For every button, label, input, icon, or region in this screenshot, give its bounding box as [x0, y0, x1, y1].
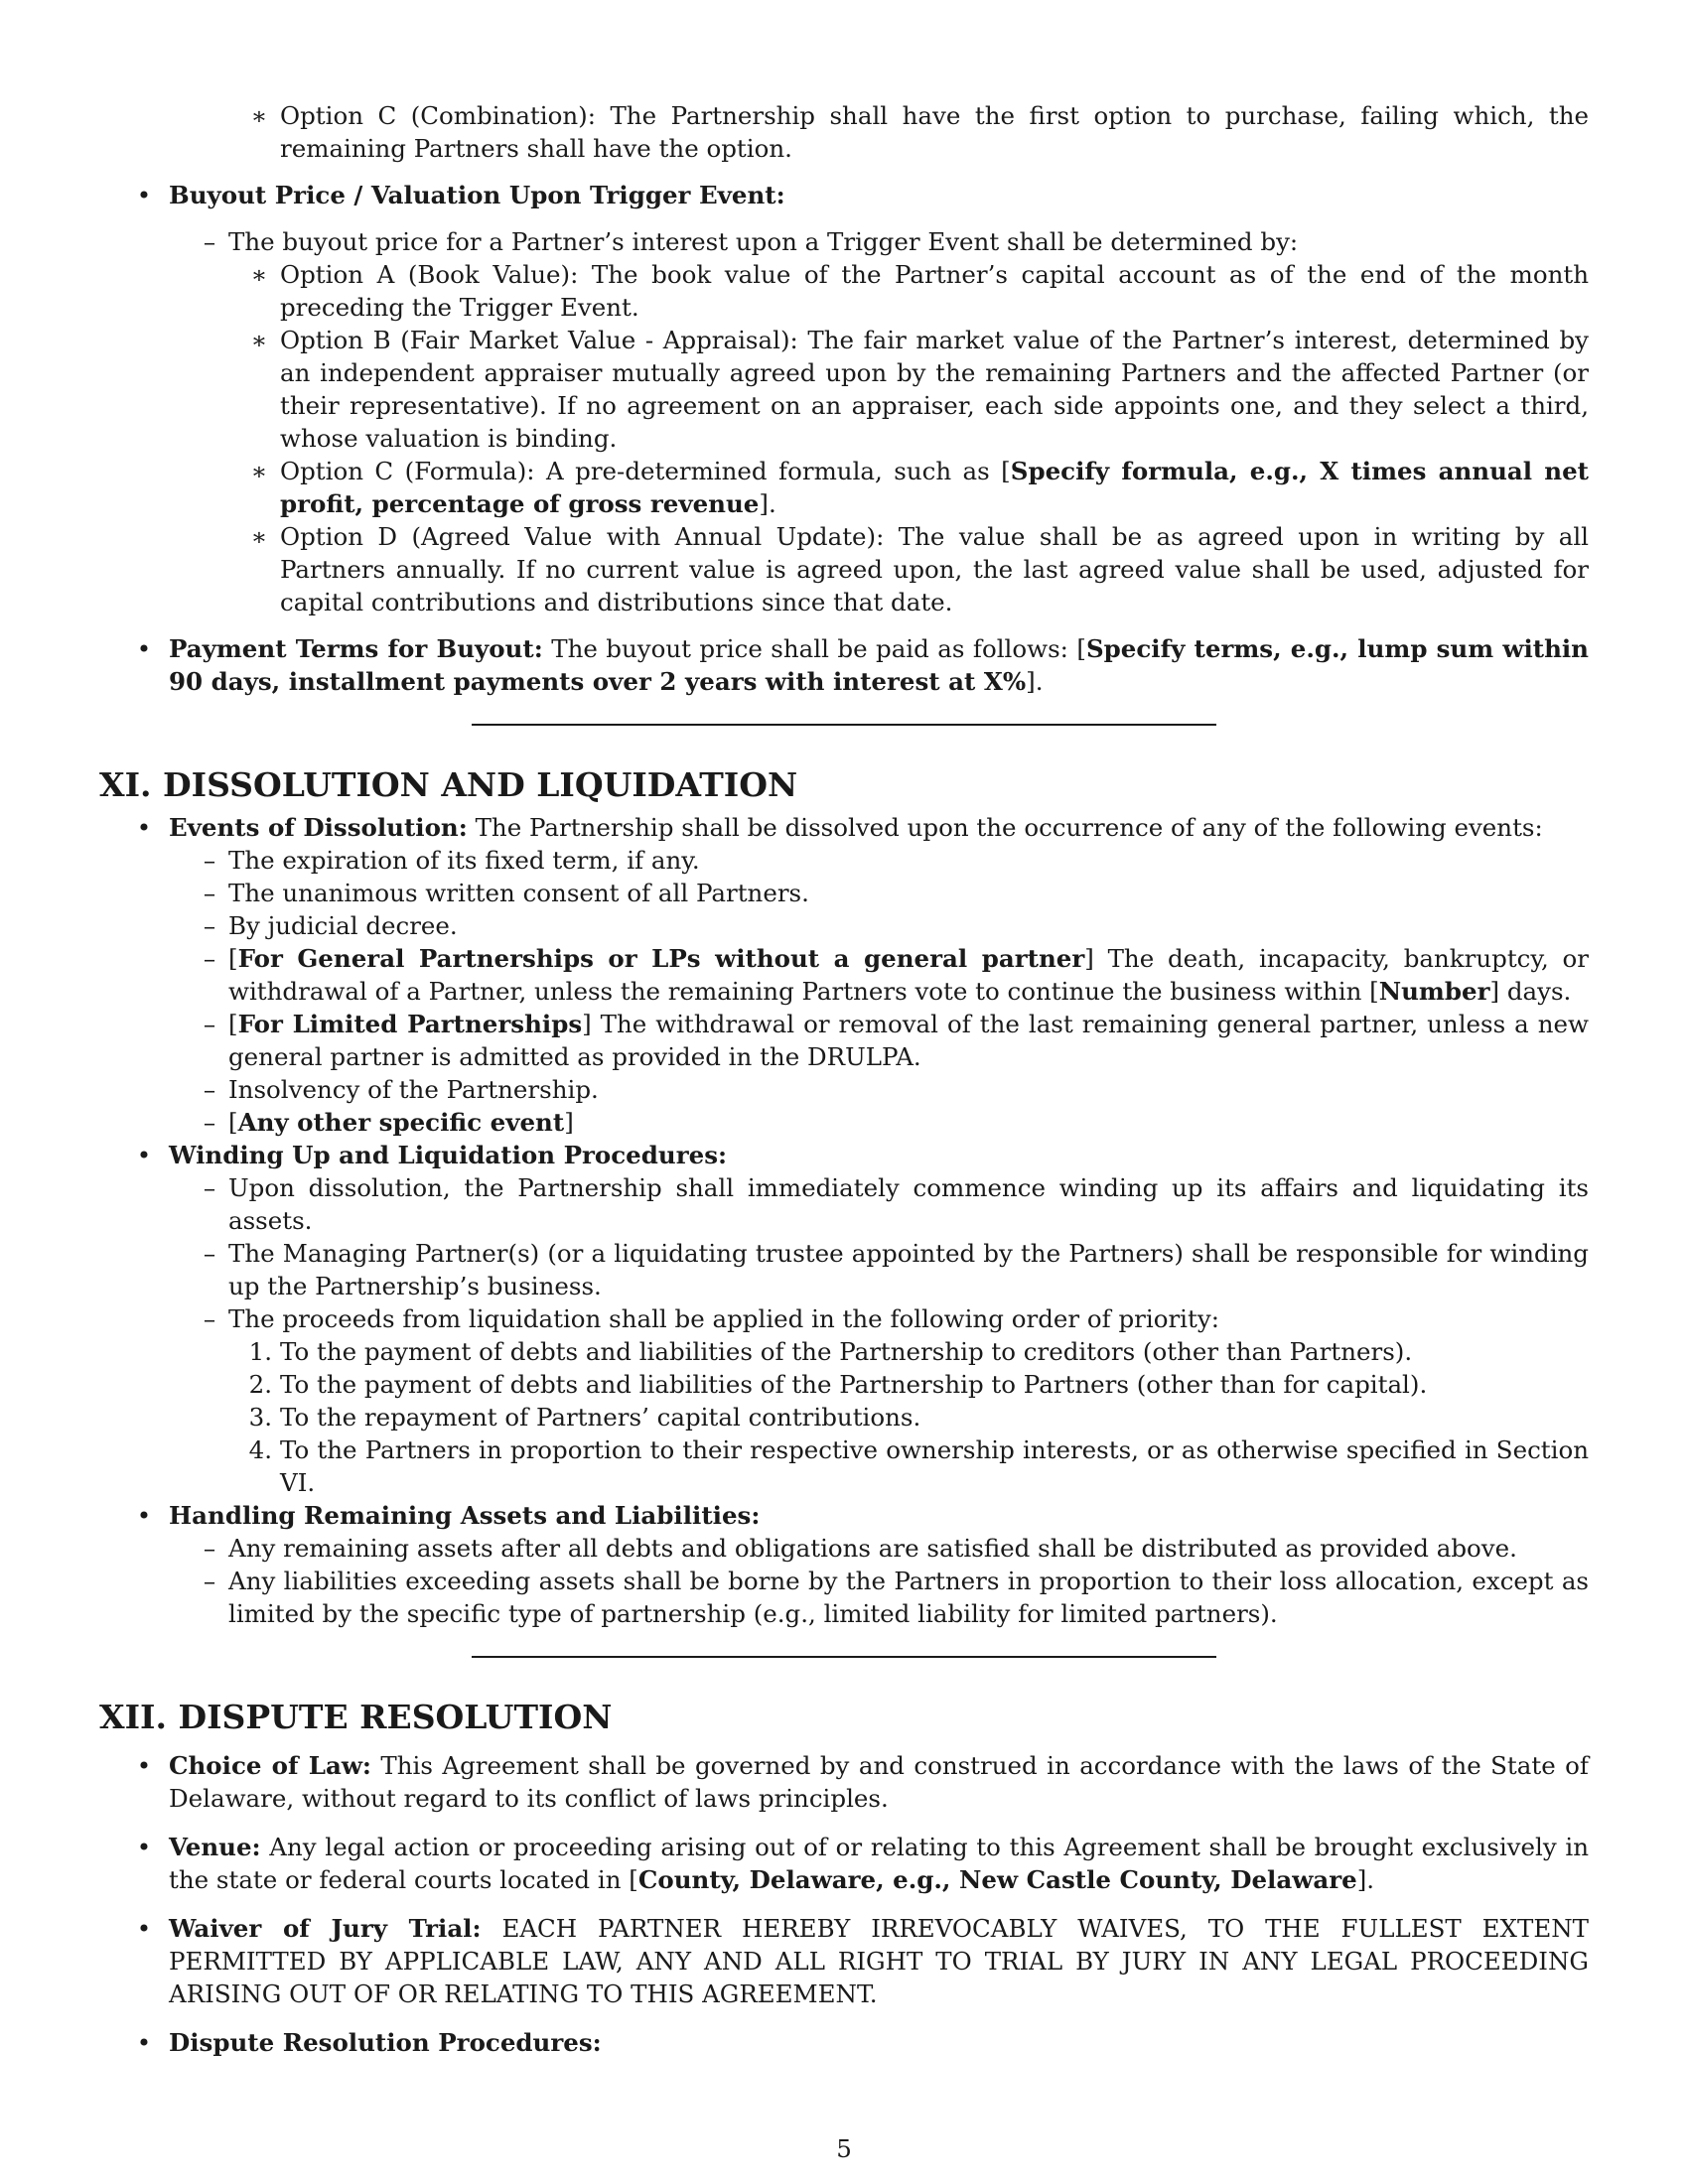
option-c-combination-text: Option C (Combination): The Partnership shall have the first option to purchase, failing which, the remaining Partners shall have the option. — [280, 101, 1589, 163]
bullet-marker: • — [136, 181, 152, 209]
event-item: ] The death, incapacity, bankruptcy, or withdrawal of a Partner, unless the remaining Partners vote to continue the business within [ — [228, 944, 1589, 1006]
list-item — [99, 258, 1589, 324]
star-marker: ∗ — [250, 101, 268, 130]
list-item — [99, 1401, 1589, 1433]
event-placeholder: For Limited Partnerships — [237, 1010, 583, 1038]
dash-marker: – — [203, 879, 216, 907]
option-c-pre: Option C (Formula): A pre-determined formula, such as [ — [280, 457, 1011, 485]
list-item — [99, 1433, 1589, 1499]
list-item — [99, 1749, 1589, 1815]
list-number: 4. — [248, 1435, 272, 1464]
star-marker: ∗ — [250, 522, 268, 551]
choice-of-law-text: This Agreement shall be governed by and construed in accordance with the laws of the State of Delaware, without regard to its conflict of laws principles. — [169, 1751, 1589, 1813]
list-item — [99, 1171, 1589, 1237]
list-item — [99, 225, 1589, 258]
list-item — [99, 844, 1589, 877]
list-item: – [Any other specific event] — [99, 1106, 1589, 1139]
section-xii-heading: XII. DISPUTE RESOLUTION — [99, 1698, 613, 1736]
choice-of-law-label: Choice of Law: — [169, 1751, 371, 1780]
dash-marker: – — [203, 227, 216, 256]
list-item — [99, 1368, 1589, 1401]
bullet-marker: • — [136, 813, 152, 842]
handling-item: Any liabilities exceeding assets shall be borne by the Partners in proportion to their loss allocation, except as limited by the specific type of partnership (e.g., limited liability for limited partners). — [228, 1567, 1589, 1628]
venue-label: Venue: — [169, 1833, 261, 1861]
dash-marker: – — [203, 1567, 216, 1595]
dash-marker: – — [203, 1108, 216, 1137]
list-item — [99, 2026, 1589, 2059]
payment-post: ]. — [1026, 667, 1044, 696]
bullet-marker: • — [136, 1751, 152, 1780]
list-item — [99, 1912, 1589, 2010]
option-c-placeholder: Specify formula, e.g., X times annual net profit, percentage of gross revenue — [280, 457, 1589, 518]
event-placeholder: Number — [1378, 977, 1490, 1006]
handling-label: Handling Remaining Assets and Liabilities: — [169, 1501, 761, 1530]
star-marker: ∗ — [250, 260, 268, 289]
winding-item: The proceeds from liquidation shall be applied in the following order of priority: — [228, 1304, 1219, 1333]
payment-placeholder: Specify terms, e.g., lump sum within 90 days, installment payments over 2 years with interest at X% — [169, 634, 1589, 696]
list-item — [99, 909, 1589, 942]
section-divider — [472, 1656, 1216, 1658]
event-item: The expiration of its fixed term, if any. — [228, 846, 700, 875]
list-item — [99, 179, 1589, 211]
list-item — [99, 1565, 1589, 1630]
winding-label: Winding Up and Liquidation Procedures: — [169, 1141, 728, 1169]
event-item: Insolvency of the Partnership. — [228, 1075, 599, 1104]
star-marker: ∗ — [250, 457, 268, 485]
list-item — [99, 1139, 1589, 1171]
list-number: 3. — [248, 1403, 272, 1432]
bullet-marker: • — [136, 2028, 152, 2057]
dash-marker: – — [203, 1075, 216, 1104]
dash-marker: – — [203, 1239, 216, 1268]
list-item — [99, 877, 1589, 909]
event-item: The unanimous written consent of all Partners. — [228, 879, 809, 907]
list-item: – [For Limited Partnerships] The withdrawal or removal of the last remaining general partner, unless a new general partner is admitted as provided in the DRULPA. — [99, 1008, 1589, 1073]
priority-item: To the payment of debts and liabilities of the Partnership to Partners (other than for capital). — [280, 1370, 1428, 1399]
dash-marker: – — [203, 1173, 216, 1202]
bullet-marker: • — [136, 1914, 152, 1943]
dash-marker: – — [203, 846, 216, 875]
option-b-text: Option B (Fair Market Value - Appraisal): The fair market value of the Partner’s interest, determined by an independent appraiser mutually agreed upon by the remaining Partners and the affected Partner (or their representative). If no agreement on an appraiser, each side appoints one, and they select a third, whose valuation is binding. — [280, 326, 1589, 453]
priority-item: To the repayment of Partners’ capital contributions. — [280, 1403, 921, 1432]
event-item: ] The withdrawal or removal of the last remaining general partner, unless a new general partner is admitted as provided in the DRULPA. — [228, 1010, 1589, 1071]
bullet-marker: • — [136, 1833, 152, 1861]
payment-pre: The buyout price shall be paid as follows: [ — [542, 634, 1086, 663]
venue-placeholder: County, Delaware, e.g., New Castle County, Delaware — [637, 1865, 1357, 1894]
list-item — [99, 1302, 1589, 1335]
buyout-title: Buyout Price / Valuation Upon Trigger Event: — [169, 181, 785, 209]
list-item — [99, 455, 1589, 520]
list-item — [99, 1499, 1589, 1532]
handling-item: Any remaining assets after all debts and obligations are satisfied shall be distributed as provided above. — [228, 1534, 1517, 1563]
winding-item: The Managing Partner(s) (or a liquidating trustee appointed by the Partners) shall be responsible for winding up the Partnership’s business. — [228, 1239, 1589, 1300]
list-item — [99, 1335, 1589, 1368]
list-item — [99, 1237, 1589, 1302]
venue-end: ]. — [1356, 1865, 1375, 1894]
section-xi-heading: XI. DISSOLUTION AND LIQUIDATION — [99, 765, 798, 804]
list-item — [99, 520, 1589, 618]
list-item — [99, 1532, 1589, 1565]
list-item: – [For General Partnerships or LPs without a general partner] The death, incapacity, bankruptcy, or withdrawal of a Partner, unless the remaining Partners vote to continue the business within [Number] days. — [99, 942, 1589, 1008]
event-placeholder: Any other specific event — [237, 1108, 565, 1137]
option-d-text: Option D (Agreed Value with Annual Update): The value shall be as agreed upon in writing by all Partners annually. If no current value is agreed upon, the last agreed value shall be used, adjusted for capital contributions and distributions since that date. — [280, 522, 1589, 616]
list-item — [99, 1073, 1589, 1106]
bullet-marker: • — [136, 1141, 152, 1169]
dash-marker: – — [203, 1304, 216, 1333]
option-a-text: Option A (Book Value): The book value of the Partner’s capital account as of the end of the month preceding the Trigger Event. — [280, 260, 1589, 322]
priority-item: To the Partners in proportion to their respective ownership interests, or as otherwise specified in Section VI. — [280, 1435, 1589, 1497]
events-label: Events of Dissolution: — [169, 813, 468, 842]
venue-text: Any legal action or proceeding arising out of or relating to this Agreement shall be brought exclusively in the state or federal courts located in [ — [169, 1833, 1589, 1894]
list-number: 2. — [248, 1370, 272, 1399]
dispute-procedures-label: Dispute Resolution Procedures: — [169, 2028, 602, 2057]
winding-item: Upon dissolution, the Partnership shall immediately commence winding up its affairs and liquidating its assets. — [228, 1173, 1589, 1235]
list-item — [99, 632, 1589, 698]
events-text: The Partnership shall be dissolved upon the occurrence of any of the following events: — [467, 813, 1543, 842]
event-item: By judicial decree. — [228, 911, 458, 940]
jury-waiver-label: Waiver of Jury Trial: — [169, 1914, 482, 1943]
list-item — [99, 1831, 1589, 1896]
document-page — [99, 99, 1589, 2059]
section-divider — [472, 724, 1216, 726]
dash-marker: – — [203, 944, 216, 973]
list-number: 1. — [248, 1337, 272, 1366]
list-item — [99, 324, 1589, 455]
page-number: 5 — [836, 2134, 852, 2163]
list-item — [99, 811, 1589, 844]
bullet-marker: • — [136, 1501, 152, 1530]
bullet-marker: • — [136, 634, 152, 663]
dash-marker: – — [203, 1534, 216, 1563]
payment-label: Payment Terms for Buyout: — [169, 634, 543, 663]
priority-item: To the payment of debts and liabilities of the Partnership to creditors (other than Partners). — [280, 1337, 1413, 1366]
event-placeholder: For General Partnerships or LPs without a general partner — [237, 944, 1085, 973]
option-c-post: ]. — [759, 489, 776, 518]
list-item — [99, 99, 1589, 165]
jury-waiver-text: EACH PARTNER HEREBY IRREVOCABLY WAIVES, TO THE FULLEST EXTENT PERMITTED BY APPLICABLE LAW, ANY AND ALL RIGHT TO TRIAL BY JURY IN ANY LEGAL PROCEEDING ARISING OUT OF OR RELATING TO THIS AGREEMENT. — [169, 1914, 1589, 2008]
event-item: ] days. — [1489, 977, 1572, 1006]
dash-marker: – — [203, 911, 216, 940]
star-marker: ∗ — [250, 326, 268, 354]
buyout-intro: The buyout price for a Partner’s interest upon a Trigger Event shall be determined by: — [228, 227, 1299, 256]
dash-marker: – — [203, 1010, 216, 1038]
